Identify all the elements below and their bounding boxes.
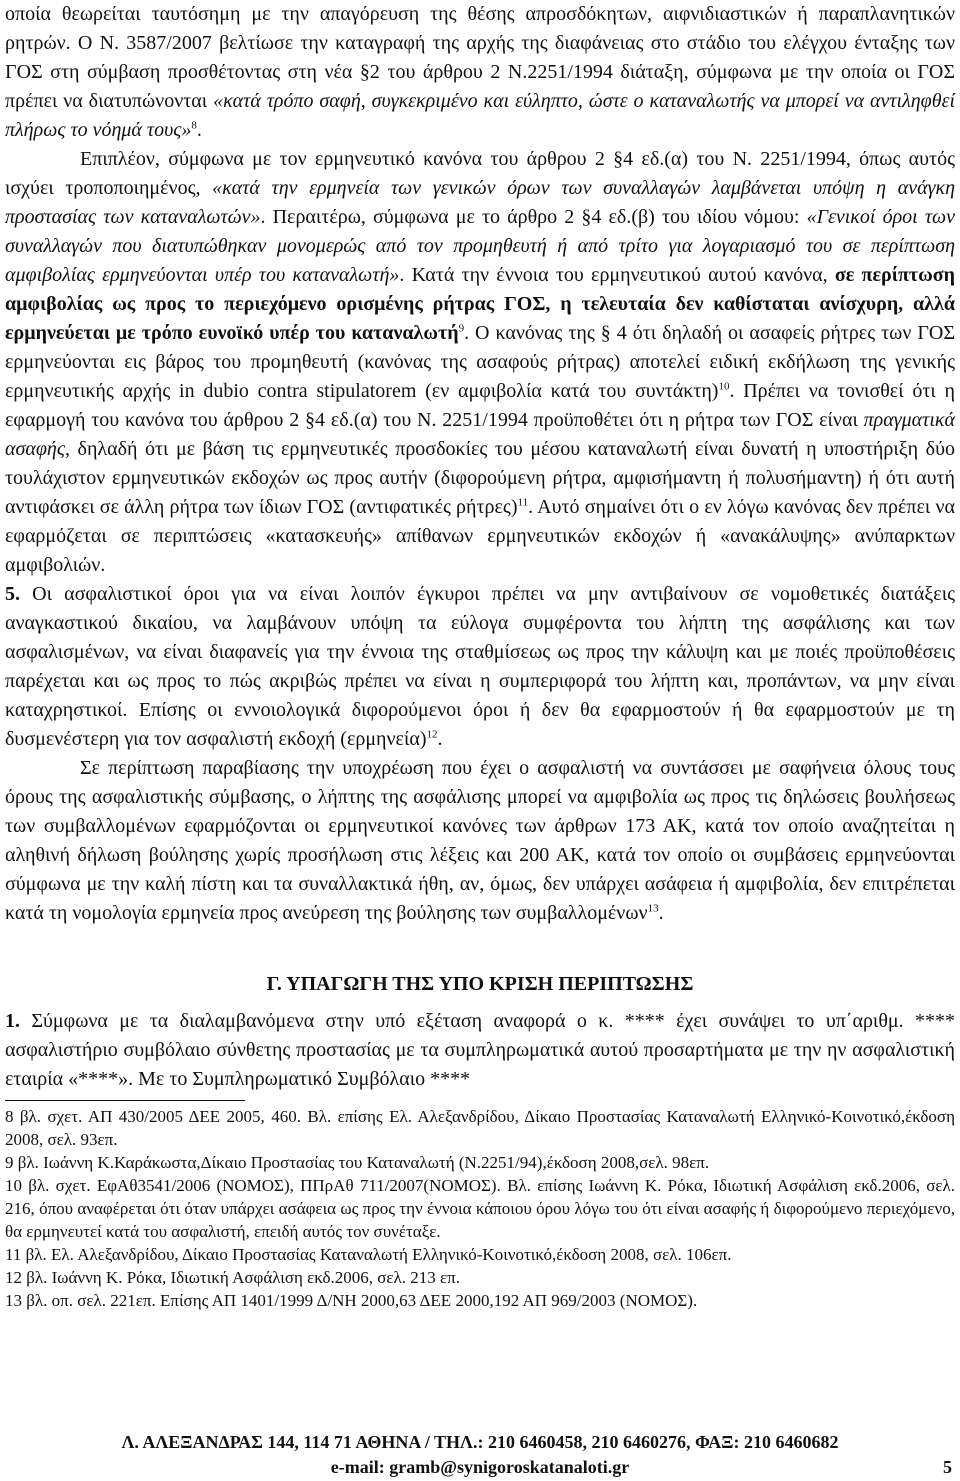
text-run: Οι ασφαλιστικοί όροι για να είναι λοιπόν έγκυροι πρέπει να μην αντιβαίνουν σε νομοθετικές διατάξεις αναγκαστικού δικαίου, να λαμβάνουν υπόψη τα εύλογα συμφέροντα του λήπτη της ασφάλισης και των ασφαλισμένων, να είναι διαφανείς για την έννοια της σταθμίσεως ως προς την κάλυψη και με ποιές προϋποθέσεις παρέχεται και ως προς το πώς ακριβώς πρέπει να είναι η συμπεριφορά του λήπτη και, προπάντων, να μην είναι καταχρηστικοί. Επίσης οι εννοιολογικά διφορούμενοι όροι ή δεν θα εφαρμοστούν ή θα εφαρμοστούν με τη δυσμενέστερη για τον ασφαλιστή εκδοχή (ερμηνεία) [5, 583, 955, 750]
quote-run: «Γενικοί όροι των συναλλαγών που διατυπώθηκαν μονομερώς από τον προμηθευτή ή από τρίτο για λογαριασμό του σε περίπτωση αμφιβολίας ερμηνεύονται υπέρ του καταναλωτή» [5, 206, 955, 286]
footnote-ref: 10 [718, 380, 730, 393]
text-run: οποία θεωρείται ταυτόσημη με την απαγόρευση της θέσης απροσδόκητων, αιφνιδιαστικών ή παραπλανητικών ρητρών. Ο Ν. 3587/2007 βελτίωσε την καταγραφή της αρχής της διαφάνειας στο στάδιο του ελέγχου ένταξης των ΓΟΣ στη σύμβαση προσθέτοντας στη νέα §2 του άρθρου 2 Ν.2251/1994 διάταξη, σύμφωνα με την οποία οι ΓΟΣ πρέπει να διατυπώνονται [5, 3, 955, 112]
footnote-ref: 12 [426, 728, 438, 741]
paragraph-five [5, 580, 955, 754]
footer-email: e-mail: gramb@synigoroskatanaloti.gr [330, 1457, 630, 1477]
text-run: . Κατά την έννοια του ερμηνευτικού αυτού κανόνα, [399, 264, 835, 286]
text-run: Επιπλέον, σύμφωνα με τον ερμηνευτικό κανόνα του άρθρου 2 §4 εδ.(α) του Ν. 2251/1994, όπως αυτός ισχύει τροποποιημένος, [5, 148, 955, 199]
footnote-10: 10 βλ. σχετ. ΕφΑθ3541/2006 (ΝΟΜΟΣ), ΠΠρΑθ 711/2007(ΝΟΜΟΣ). Βλ. επίσης Ιωάννη Κ. Ρόκα, Ιδιωτική Ασφάλιση εκδ.2006, σελ. 216, όπου αναφέρεται ότι όταν υπάρχει ασάφεια ως προς την έννοια κάποιου όρου λόγω του ότι είναι ασαφής ή διφορούμενο περιεχόμενο, θα ερμηνευτεί κατά του ασφαλιστή, επειδή αυτός τον συνέταξε. [5, 1176, 955, 1241]
bold-run: σε περίπτωση αμφιβολίας ως προς το περιεχόμενο ορισμένης ρήτρας ΓΟΣ, η τελευταία δεν καθίσταται ανίσχυρη, αλλά ερμηνεύεται με τρόπο ευνοϊκό υπέρ του καταναλωτή [5, 264, 955, 344]
text-run: Σύμφωνα με τα διαλαμβανόμενα στην υπό εξέταση αναφορά ο κ. **** έχει συνάψει το υπ΄αριθμ. **** ασφαλιστήριο συμβόλαιο σύνθετης προστασίας με τα συμπληρωματικά αυτού προσαρτήματα με την ην ασφαλιστική εταιρία «****». Με το Συμπληρωματικό Συμβόλαιο **** [5, 1010, 955, 1090]
text-run: . [658, 902, 664, 924]
italic-run: πραγματικά ασαφής [5, 409, 955, 460]
footnote-13: 13 βλ. οπ. σελ. 221επ. Επίσης ΑΠ 1401/1999 Δ/ΝΗ 2000,63 ΔΕΕ 2000,192 ΑΠ 969/2003 (ΝΟΜΟΣ). [5, 1291, 698, 1310]
text-run: . [196, 119, 202, 141]
text-run: . Περαιτέρω, σύμφωνα με το άρθρο 2 §4 εδ.(β) του ιδίου νόμου: [260, 206, 807, 228]
quote-run: «κατά τρόπο σαφή, συγκεκριμένο και εύληπτο, ώστε ο καταναλωτής να μπορεί να αντιληφθεί πλήρως το νόημά τους» [5, 90, 956, 141]
text-run: Σε περίπτωση παραβίασης την υποχρέωση που έχει ο ασφαλιστή να συντάσσει με σαφήνεια όλους τους όρους της ασφαλιστικής σύμβασης, ο λήπτης της ασφάλισης μπορεί να αμφιβολία ως προς τις δηλώσεις βουλήσεως των συμβαλλομένων εφαρμόζονται οι ερμηνευτικοί κανόνες των άρθρων 173 ΑΚ, κατά τον οποίο αναζητείται η αληθινή δήλωση βούλησης χωρίς προσήλωση στις λέξεις και 200 ΑΚ, κατά τον οποίο οι συμβάσεις ερμηνεύονται σύμφωνα με την καλή πίστη και τα συναλλακτικά ήθη, αν, όμως, δεν υπάρχει ασάφεια ή αμφιβολία, δεν επιτρέπεται κατά τη νομολογία ερμηνεία προς ανεύρεση της βούλησης των συμβαλλομένων [5, 757, 955, 924]
text-run: , δηλαδή ότι με βάση τις ερμηνευτικές προσδοκίες του μέσου καταναλωτή είναι δυνατή η υποστήριξη δύο τουλάχιστον ερμηνευτικών εκδοχών ως προς αυτήν (διφορούμενη ρήτρα, αμφισήμαντη ή πολυσήμαντη) ή ότι αυτή αντιφάσκει σε άλλη ρήτρα των ίδιων ΓΟΣ (αντιφατικές ρήτρες) [5, 438, 955, 518]
page-number: 5 [943, 1457, 952, 1477]
paragraph-transparency [5, 0, 955, 145]
paragraph-case [5, 1007, 955, 1094]
footnote-8: 8 βλ. σχετ. ΑΠ 430/2005 ΔΕΕ 2005, 460. Βλ. επίσης Ελ. Αλεξανδρίδου, Δίκαιο Προστασίας Καταναλωτή Ελληνικό-Κοινοτικό,έκδοση 2008, σελ. 93επ. [5, 1107, 955, 1149]
paragraph-breach [5, 754, 955, 928]
text-run: . Ο κανόνας της § 4 ότι δηλαδή οι ασαφείς ρήτρες των ΓΟΣ ερμηνεύονται εις βάρος του προμηθευτή (κανόνας της ασαφούς ρήτρας) αποτελεί ειδική εκδήλωση της γενικής ερμηνευτικής αρχής in dubio contra stipulatorem (εν αμφιβολία κατά του συντάκτη) [5, 322, 955, 402]
footnote-12: 12 βλ. Ιωάννη Κ. Ρόκα, Ιδιωτική Ασφάλιση εκδ.2006, σελ. 213 επ. [5, 1268, 461, 1287]
footnote-9: 9 βλ. Ιωάννη Κ.Καράκωστα,Δίκαιο Προστασίας του Καταναλωτή (Ν.2251/94),έκδοση 2008,σελ. 98επ. [5, 1153, 710, 1172]
footnote-divider [5, 1100, 245, 1101]
section-heading: Γ. ΥΠΑΓΩΓΗ ΤΗΣ ΥΠΟ ΚΡΙΣΗ ΠΕΡΙΠΤΩΣΗΣ [266, 973, 694, 995]
footnote-11: 11 βλ. Ελ. Αλεξανδρίδου, Δίκαιο Προστασίας Καταναλωτή Ελληνικό-Κοινοτικό,έκδοση 2008, σελ. 106επ. [5, 1245, 732, 1264]
footnote-ref: 9 [458, 322, 465, 335]
footnote-ref: 8 [191, 119, 197, 132]
text-run: . [437, 728, 443, 750]
paragraph-number: 1. [5, 1010, 20, 1032]
paragraph-interpretation [5, 145, 955, 580]
text-run: . Αυτό σημαίνει ότι ο εν λόγω κανόνας δεν πρέπει να εφαρμόζεται σε περιπτώσεις «κατασκευής» απίθανων ερμηνευτικών εκδοχών ή «ανακάλυψης» ανύπαρκτων αμφιβολιών. [5, 496, 955, 576]
quote-run: «κατά την ερμηνεία των γενικών όρων των συναλλαγών λαμβάνεται υπόψη η ανάγκη προστασίας των καταναλωτών» [5, 177, 955, 228]
footnote-ref: 13 [647, 902, 659, 915]
footer-address: Λ. ΑΛΕΞΑΝΔΡΑΣ 144, 114 71 ΑΘΗΝΑ / ΤΗΛ.: 210 6460458, 210 6460276, ΦΑΞ: 210 6460682 [121, 1432, 839, 1452]
text-run: . Πρέπει να τονισθεί ότι η εφαρμογή του κανόνα του άρθρου 2 §4 εδ.(α) του Ν. 2251/1994 προϋποθέτει ότι η ρήτρα των ΓΟΣ είναι [5, 380, 955, 431]
footnotes [5, 1105, 955, 1312]
document-page [5, 0, 955, 1312]
footnote-ref: 11 [517, 496, 529, 509]
paragraph-number: 5. [5, 583, 20, 605]
